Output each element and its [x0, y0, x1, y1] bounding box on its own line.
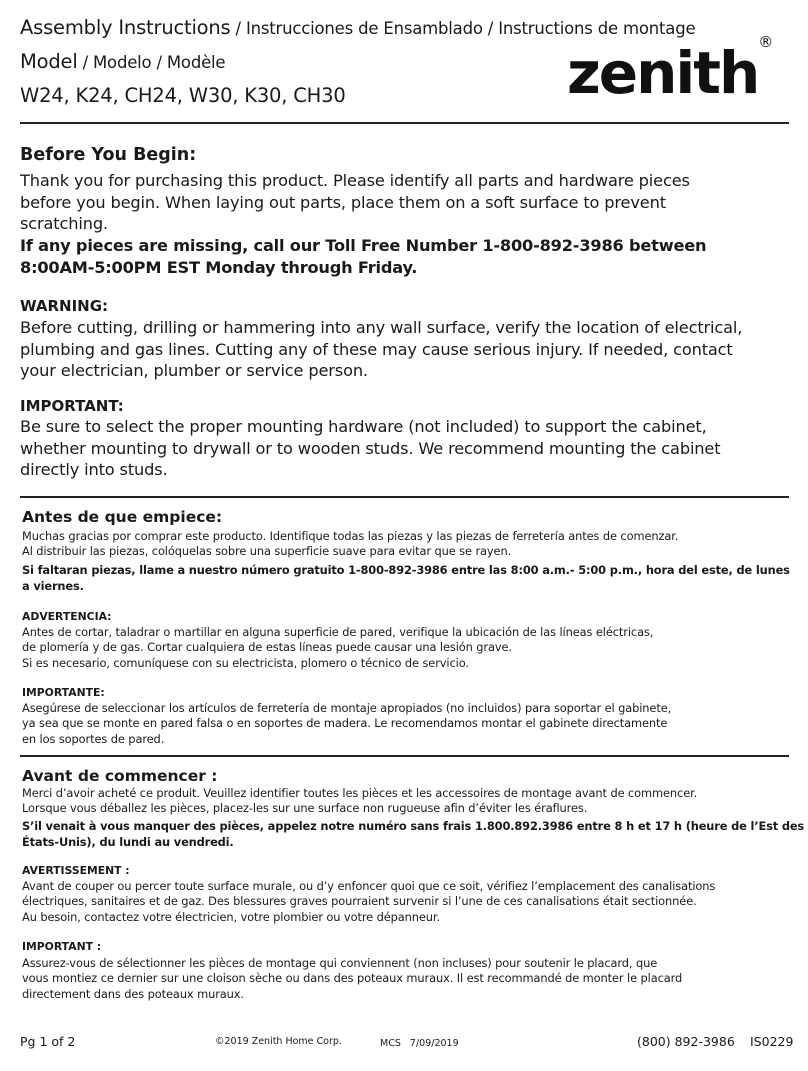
text-line: your electrician, plumber or service person. [20, 361, 368, 381]
text-line: If any pieces are missing, call our Toll Free Number 1-800-892-3986 between [20, 236, 707, 255]
text-line: Si faltaran piezas, llame a nuestro número gratuito 1-800-892-3986 entre las 8:00 a.m.- 5:00 p.m., hora del este, de lunes [22, 563, 790, 577]
footer-phone: (800) 892-3986 [637, 1034, 735, 1049]
text-line: directement dans des poteaux muraux. [22, 986, 244, 1001]
text-line: a viernes. [22, 579, 84, 593]
text-line: Be sure to select the proper mounting hardware (not included) to support the cabinet, [20, 417, 707, 436]
spanish-intro [22, 529, 678, 560]
mcs-date: MCS 7/09/2019 [380, 1038, 459, 1049]
french-divider [20, 755, 789, 757]
french-intro [22, 786, 697, 817]
text-line: Merci d’avoir acheté ce produit. Veuillez identifier toutes les pièces et les accessoires de montage avant de commencer. [22, 786, 698, 800]
english-warning-text [20, 317, 742, 382]
text-line: directly into studs. [20, 460, 168, 480]
title-english: Assembly Instructions [20, 16, 231, 39]
text-line: Before cutting, drilling or hammering into any wall surface, verify the location of electrical, [20, 318, 743, 337]
text-line: en los soportes de pared. [22, 731, 165, 746]
spanish-warning-heading: ADVERTENCIA: [22, 610, 112, 623]
text-line: Muchas gracias por comprar este producto. Identifique todas las piezas y las piezas de ferretería antes de comenzar. [22, 529, 679, 543]
french-heading: Avant de commencer : [22, 767, 218, 785]
text-line: Avant de couper ou percer toute surface murale, ou d’y enfoncer quoi que ce soit, vérifiez l’emplacement des canalisations [22, 879, 716, 893]
spanish-missing-notice [22, 562, 790, 594]
text-line: before you begin. When laying out parts, place them on a soft surface to prevent [20, 192, 666, 212]
text-line: Si es necesario, comuníquese con su electricista, plomero o técnico de servicio. [22, 655, 469, 670]
french-warning-heading: AVERTISSEMENT : [22, 864, 130, 877]
text-line: Asegúrese de seleccionar los artículos de ferretería de montaje apropiados (no incluidos) para soportar el gabinete, [22, 701, 672, 715]
text-line: 8:00AM-5:00PM EST Monday through Friday. [20, 257, 418, 277]
document-code: IS0229 [750, 1034, 794, 1049]
english-important-text [20, 416, 720, 481]
french-missing-notice [22, 818, 804, 850]
header-divider [20, 122, 789, 124]
english-missing-notice [20, 235, 706, 278]
english-warning-heading: WARNING: [20, 297, 109, 315]
title-line [20, 16, 695, 39]
french-important-heading: IMPORTANT : [22, 940, 102, 953]
spanish-important-text [22, 701, 671, 747]
english-important-heading: IMPORTANT: [20, 397, 124, 415]
model-label-translations: / Modelo / Modèle [77, 53, 226, 72]
text-line: de plomería y de gas. Cortar cualquiera de estas líneas puede causar una lesión grave. [22, 640, 512, 655]
text-line: États-Unis), du lundi au vendredi. [22, 835, 234, 849]
model-line [20, 50, 225, 73]
text-line: Lorsque vous déballez les pièces, placez-les sur une surface non rugueuse afin d’éviter les éraflures. [22, 801, 588, 816]
text-line: ya sea que se monte en pared falsa o en soportes de madera. Le recomendamos montar el gabinete directamente [22, 716, 668, 731]
text-line: Au besoin, contactez votre électricien, votre plombier ou votre dépanneur. [22, 909, 440, 924]
spanish-divider [20, 496, 789, 498]
spanish-warning-text [22, 625, 653, 671]
text-line: scratching. [20, 214, 108, 234]
spanish-heading: Antes de que empiece: [22, 508, 223, 526]
text-line: Al distribuir las piezas, colóquelas sobre una superficie suave para evitar que se rayen. [22, 544, 512, 559]
text-line: Thank you for purchasing this product. Please identify all parts and hardware pieces [20, 171, 690, 190]
registered-mark: ® [758, 32, 774, 51]
text-line: électriques, sanitaires et de gaz. Des blessures graves pourraient survenir si l’une de ces canalisations était sectionnée. [22, 894, 697, 909]
model-numbers: W24, K24, CH24, W30, K30, CH30 [20, 84, 346, 107]
text-line: whether mounting to drywall or to wooden studs. We recommend mounting the cabinet [20, 438, 721, 458]
french-warning-text [22, 879, 715, 925]
title-translations: / Instrucciones de Ensamblado / Instructions de montage [230, 19, 696, 38]
zenith-logo [567, 32, 774, 107]
text-line: S’il venait à vous manquer des pièces, appelez notre numéro sans frais 1.800.892.3986 entre 8 h et 17 h (heure de l’Est des [22, 819, 805, 833]
text-line: Assurez-vous de sélectionner les pièces de montage qui conviennent (non incluses) pour soutenir le placard, que [22, 956, 658, 970]
copyright: ©2019 Zenith Home Corp. [215, 1036, 342, 1047]
text-line: vous montiez ce dernier sur une cloison sèche ou dans des poteaux muraux. Il est recommandé de monter le placard [22, 971, 683, 986]
model-label: Model [20, 50, 78, 73]
spanish-important-heading: IMPORTANTE: [22, 686, 105, 699]
english-intro [20, 170, 690, 235]
logo-text: zenith [567, 39, 759, 107]
text-line: plumbing and gas lines. Cutting any of these may cause serious injury. If needed, contact [20, 339, 733, 359]
page-number: Pg 1 of 2 [20, 1034, 76, 1049]
french-important-text [22, 956, 682, 1002]
english-heading: Before You Begin: [20, 145, 197, 165]
text-line: Antes de cortar, taladrar o martillar en alguna superficie de pared, verifique la ubicación de las líneas eléctricas, [22, 625, 654, 639]
